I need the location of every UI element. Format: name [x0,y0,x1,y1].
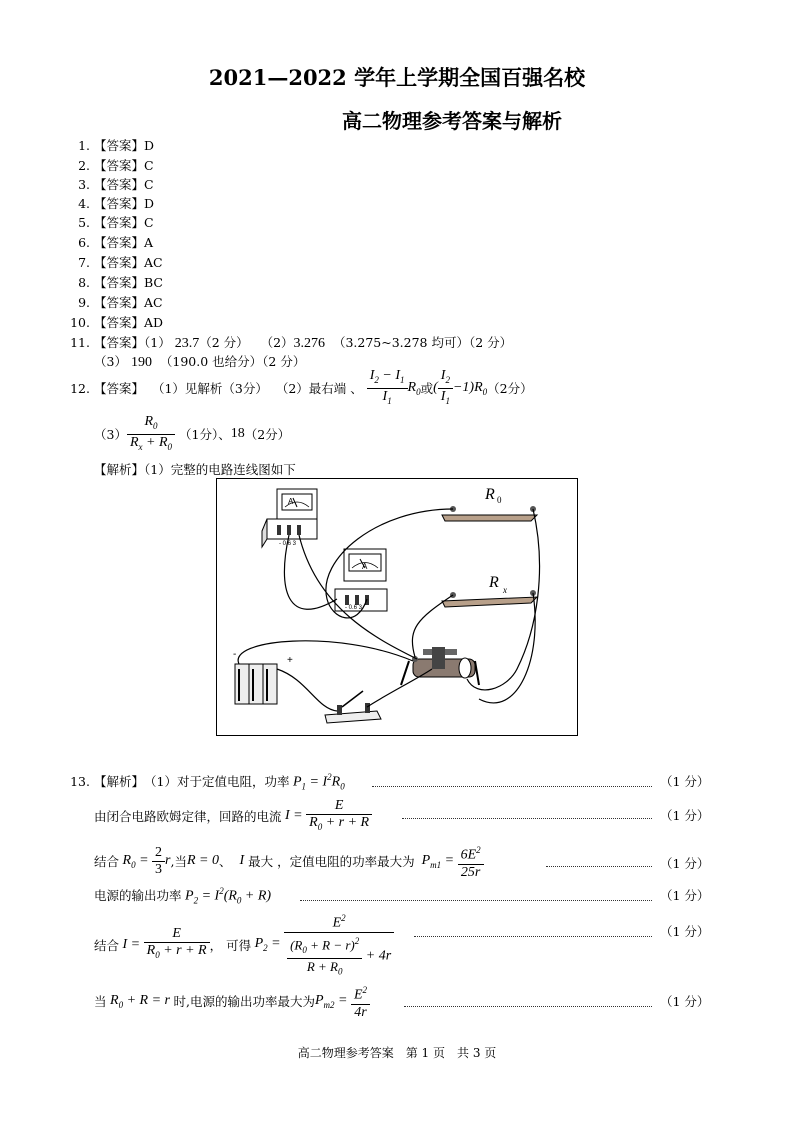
leader-dots [404,1006,652,1007]
svg-text:- 0.6 3: - 0.6 3 [279,541,297,547]
resistor-rx [442,574,537,607]
document-title: 2021—2022 学年上学期全国百强名校 [208,65,586,90]
svg-text:x: x [503,585,507,595]
points: （1 分） [660,888,710,903]
battery [233,649,293,704]
formula-fraction: $E^2$ $\frac{(R_0 + R - r)^2}{R + R_0}$ + 4r [284,910,394,979]
formula-fraction: $\frac{R_0}{R_x + R_0}$ [127,414,175,455]
answer-12-analysis: 【解析】（1）完整的电路连线图如下 [94,462,296,477]
leader-dots [546,866,652,867]
answer-item: 9. 【答案】AC [78,295,163,310]
formula-fraction: $\frac{I_2 - I_1}{I_1}$ [367,368,408,409]
svg-text:A: A [362,562,368,571]
answer-item: 8. 【答案】BC [78,275,163,290]
formula-fraction: $\frac{I_2}{I_1}$ [438,368,453,409]
answer-item: 2. 【答案】C [78,158,154,173]
leader-dots [414,936,652,937]
answer-13-line6: 当 $R_0 + R = r$ 时,电源的输出功率最大为 $P_{m2}$ = $\frac{E^2}{4r}$ [94,982,370,1021]
svg-text:R: R [485,486,495,503]
svg-text:A: A [288,497,294,506]
formula-fraction: $\frac{2}{3}$ [152,845,165,878]
document-subtitle: 高二物理参考答案与解析 [342,109,562,133]
leader-dots [372,786,652,787]
formula-fraction: $\frac{6E^2}{25r}$ [458,842,484,881]
answer-item: 6. 【答案】A [78,235,154,250]
answer-item: 4. 【答案】D [78,196,155,211]
formula-fraction: $\frac{E}{R_0 + r + R}$ [144,926,210,963]
answer-12-line1: 12. 【答案】 （1）见解析（3分） （2）最右端 、 $\frac{I_2 - I_1}{I_1}$ $R_0$ 或 ( $\frac{I_2}{I_1}$ $-1)R_0$ （2分） [60,368,533,409]
answer-13-line5: 结合 I = $\frac{E}{R_0 + r + R}$ ， 可得 $P_2$ = $E^2$ $\frac{(R_0 + R - r)^2}{R + R_0}$ + 4r [94,910,394,979]
answer-13-line2: 由闭合电路欧姆定律，回路的电流 I = $\frac{E}{R_0 + r + R}$ [94,798,372,835]
formula-fraction: $\frac{E^2}{4r}$ [351,982,370,1021]
formula-fraction: $\frac{E}{R_0 + r + R}$ [306,798,372,835]
svg-text:+: + [287,655,293,666]
resistor-r0 [442,486,537,521]
svg-text:- 0.6 3: - 0.6 3 [345,605,363,611]
circuit-diagram [216,478,578,736]
page-footer: 高二物理参考答案 第 1 页 共 3 页 [297,1046,497,1060]
svg-text:R: R [489,574,499,591]
answer-item: 7. 【答案】AC [78,255,163,270]
answer-13-line4: 电源的输出功率 $P_2 = I^2(R_0 + R)$ [94,886,272,906]
svg-text:-: - [233,649,237,660]
points: （1 分） [660,856,710,871]
answer-13-line3: 结合 $R_0$ = $\frac{2}{3}$ r ,当 R = 0 、 I 最大 ，定值电阻的功率最大为 $P_{m1}$ = $\frac{6E^2}{25r}$ [94,842,484,881]
answer-12-line2: （3） $\frac{R_0}{R_x + R_0}$ （1分）、 18 （2分） [94,414,290,455]
leader-dots [402,818,652,819]
answer-item: 1. 【答案】D [78,138,155,153]
answer-11-line2: （3） 190 （190.0 也给分）（2 分） [94,354,306,370]
answer-item: 10. 【答案】AD [70,315,164,330]
leader-dots [300,900,652,901]
answer-11-line1: 11. 【答案】（1） 23.7（2 分） （2）3.276 （3.275~3.278 均可）（2 分） [70,335,513,351]
answer-item: 5. 【答案】C [78,215,154,230]
points: （1 分） [660,994,710,1009]
answer-item: 3. 【答案】C [78,177,154,192]
switch [325,691,381,723]
svg-text:0: 0 [497,495,502,505]
points: （1 分） [660,774,710,789]
points: （1 分） [660,924,710,939]
answer-13-line1: 13. 【解析】 （1）对于定值电阻，功率 $P_1 = I^2R_0$ [70,772,345,792]
ammeter-2 [335,549,387,611]
circuit-svg [217,479,577,735]
points: （1 分） [660,808,710,823]
ammeter-1 [262,489,317,547]
